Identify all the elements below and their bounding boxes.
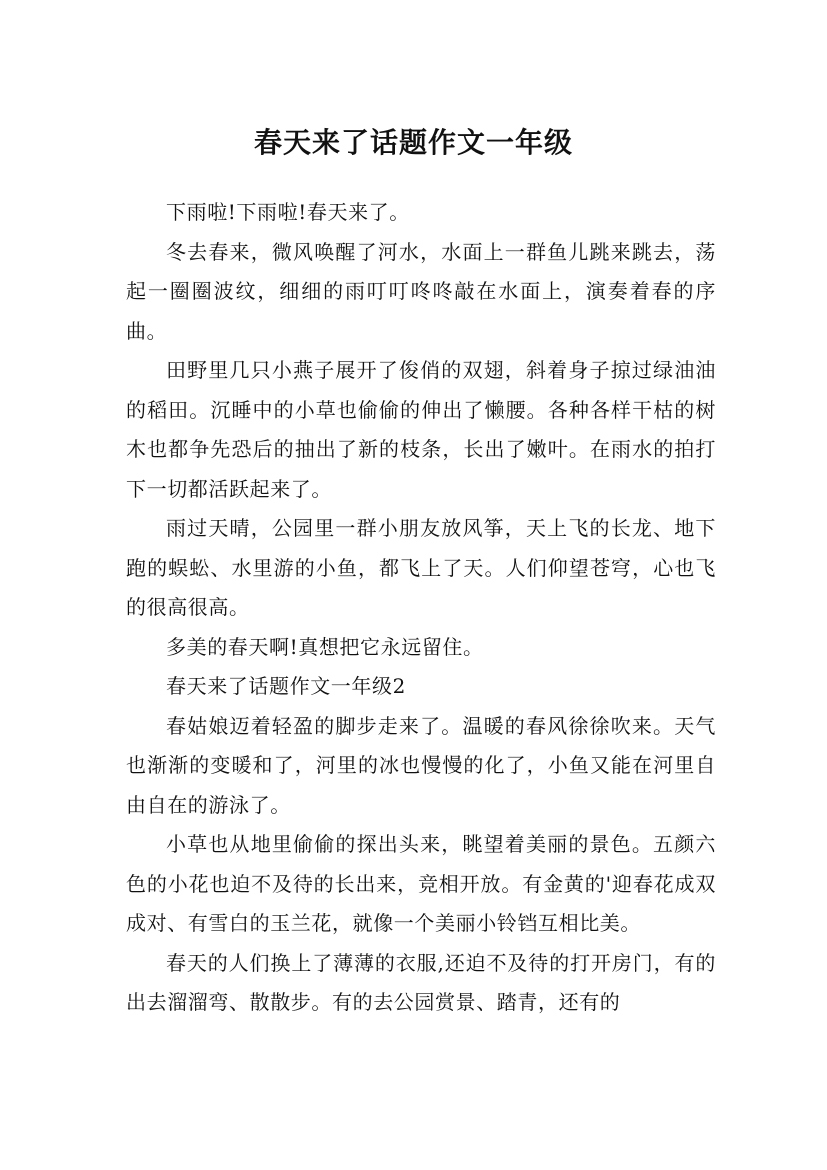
- paragraph: 田野里几只小燕子展开了俊俏的双翅，斜着身子掠过绿油油的稻田。沉睡中的小草也偷偷的伸出了懒腰。各种各样干枯的树木也都争先恐后的抽出了新的枝条，长出了嫩叶。在雨水的拍打下一切都活跃起来了。: [126, 358, 716, 501]
- paragraph: 小草也从地里偷偷的探出头来，眺望着美丽的景色。五颜六色的小花也迫不及待的长出来，竞相开放。有金黄的'迎春花成双成对、有雪白的玉兰花，就像一个美丽小铃铛互相比美。: [126, 832, 716, 935]
- document-title: 春天来了话题作文一年级: [253, 125, 573, 159]
- paragraph: 下雨啦!下雨啦!春天来了。: [166, 200, 410, 224]
- paragraph: 春天的人们换上了薄薄的衣服,还迫不及待的打开房门，有的出去溜溜弯、散散步。有的去公园赏景、踏青，还有的: [126, 950, 716, 1014]
- paragraph: 雨过天晴，公园里一群小朋友放风筝，天上飞的长龙、地下跑的蜈蚣、水里游的小鱼，都飞上了天。人们仰望苍穹，心也飞的很高很高。: [126, 516, 716, 619]
- paragraph: 春姑娘迈着轻盈的脚步走来了。温暖的春风徐徐吹来。天气也渐渐的变暖和了，河里的冰也慢慢的化了，小鱼又能在河里自由自在的游泳了。: [126, 713, 716, 817]
- document-body: [126, 193, 716, 1023]
- paragraph: 冬去春来，微风唤醒了河水，水面上一群鱼儿跳来跳去，荡起一圈圈波纹，细细的雨叮叮咚咚敲在水面上，演奏着春的序曲。: [126, 239, 716, 343]
- paragraph: 多美的春天啊!真想把它永远留住。: [166, 634, 484, 659]
- section-heading: 春天来了话题作文一年级2: [166, 674, 406, 698]
